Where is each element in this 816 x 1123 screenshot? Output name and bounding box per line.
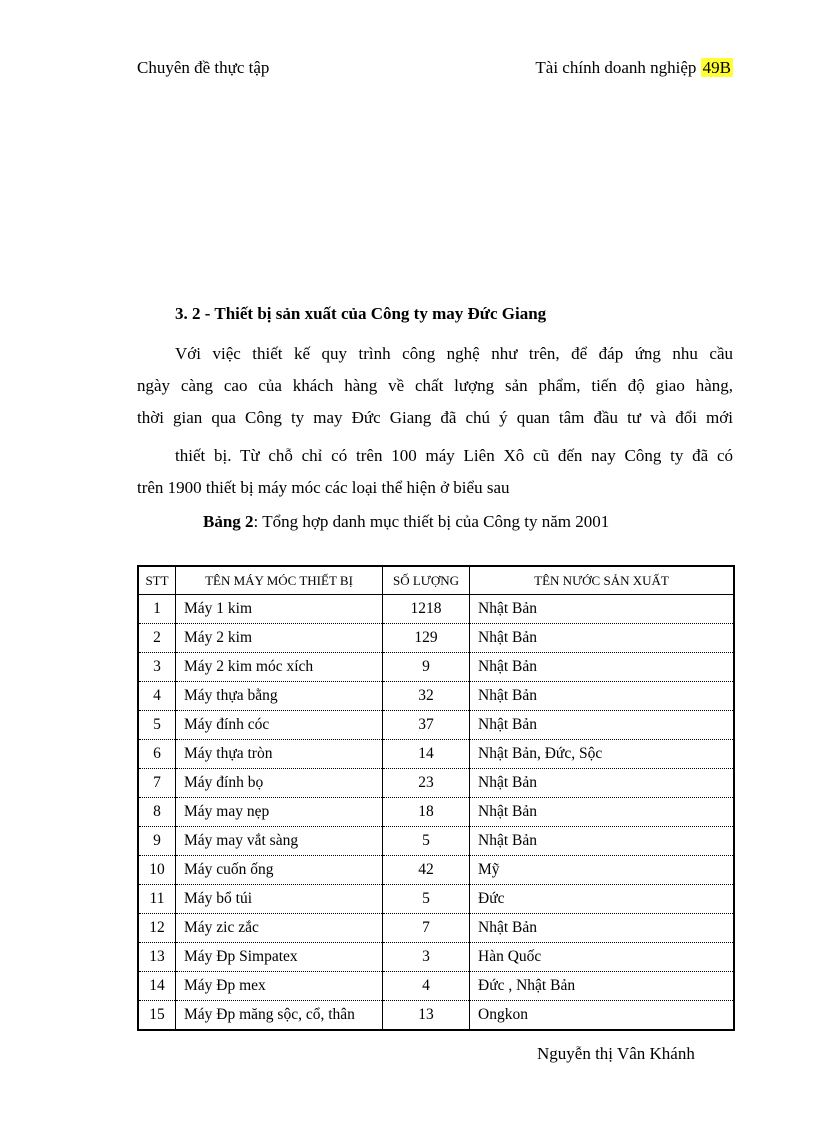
paragraph-1-line-3: thời gian qua Công ty may Đức Giang đã chú ý quan tâm đầu tư và đổi mới xyxy=(137,408,733,427)
row-stt: 3 xyxy=(138,653,176,682)
table-caption-label: Bảng 2 xyxy=(203,512,254,531)
row-stt: 11 xyxy=(138,885,176,914)
row-stt: 4 xyxy=(138,682,176,711)
table-caption-text: : Tổng hợp danh mục thiết bị của Công ty năm 2001 xyxy=(253,512,610,531)
table-row xyxy=(138,740,734,769)
row-quantity: 129 xyxy=(383,624,470,653)
paragraph-1 xyxy=(137,338,733,434)
paragraph-2-line-1: thiết bị. Từ chỗ chỉ có trên 100 máy Liên Xô cũ đến nay Công ty đã có xyxy=(175,446,733,465)
paragraph-2 xyxy=(137,440,733,504)
row-equipment-name: Máy thựa tròn xyxy=(176,740,383,769)
row-quantity: 4 xyxy=(383,972,470,1001)
row-quantity: 37 xyxy=(383,711,470,740)
table-row xyxy=(138,595,734,624)
row-quantity: 5 xyxy=(383,885,470,914)
row-equipment-name: Máy 2 kim móc xích xyxy=(176,653,383,682)
author-signature: Nguyễn thị Vân Khánh xyxy=(537,1044,695,1063)
row-equipment-name: Máy Đp măng sộc, cổ, thân xyxy=(176,1001,383,1031)
row-stt: 8 xyxy=(138,798,176,827)
row-country: Nhật Bản xyxy=(470,711,735,740)
row-country: Nhật Bản xyxy=(470,914,735,943)
row-stt: 14 xyxy=(138,972,176,1001)
table-header-row xyxy=(138,566,734,595)
row-country: Ongkon xyxy=(470,1001,735,1031)
row-equipment-name: Máy bổ túi xyxy=(176,885,383,914)
table-row xyxy=(138,711,734,740)
paragraph-1-line-2: ngày càng cao của khách hàng về chất lượng sản phẩm, tiến độ giao hàng, xyxy=(137,376,733,395)
table-row xyxy=(138,769,734,798)
row-country: Nhật Bản xyxy=(470,769,735,798)
table-caption xyxy=(203,512,609,532)
header-right-code: 49B xyxy=(702,58,731,77)
row-quantity: 5 xyxy=(383,827,470,856)
paragraph-2-line-2: trên 1900 thiết bị máy móc các loại thể hiện ở biểu sau xyxy=(137,478,510,497)
row-equipment-name: Máy đính cóc xyxy=(176,711,383,740)
row-quantity: 1218 xyxy=(383,595,470,624)
row-country: Nhật Bản xyxy=(470,827,735,856)
row-quantity: 14 xyxy=(383,740,470,769)
row-country: Nhật Bản, Đức, Sộc xyxy=(470,740,735,769)
table-row xyxy=(138,885,734,914)
header-right-text: Tài chính doanh nghiệp xyxy=(535,58,697,77)
row-stt: 7 xyxy=(138,769,176,798)
row-equipment-name: Máy zic zắc xyxy=(176,914,383,943)
header-country: TÊN NƯỚC SẢN XUẤT xyxy=(470,566,735,595)
table-row xyxy=(138,682,734,711)
table-body xyxy=(138,595,734,1031)
header-stt: STT xyxy=(138,566,176,595)
row-country: Nhật Bản xyxy=(470,682,735,711)
row-stt: 15 xyxy=(138,1001,176,1031)
header-left-title: Chuyên đề thực tập xyxy=(137,58,270,77)
table-row xyxy=(138,972,734,1001)
row-quantity: 32 xyxy=(383,682,470,711)
row-quantity: 42 xyxy=(383,856,470,885)
row-equipment-name: Máy 1 kim xyxy=(176,595,383,624)
row-country: Nhật Bản xyxy=(470,798,735,827)
table-row xyxy=(138,1001,734,1031)
table-row xyxy=(138,827,734,856)
row-quantity: 9 xyxy=(383,653,470,682)
row-stt: 2 xyxy=(138,624,176,653)
row-equipment-name: Máy may nẹp xyxy=(176,798,383,827)
row-quantity: 23 xyxy=(383,769,470,798)
row-stt: 9 xyxy=(138,827,176,856)
row-equipment-name: Máy may vắt sàng xyxy=(176,827,383,856)
section-heading: 3. 2 - Thiết bị sản xuất của Công ty may Đức Giang xyxy=(175,304,547,323)
row-country: Đức xyxy=(470,885,735,914)
row-equipment-name: Máy thựa bằng xyxy=(176,682,383,711)
table-row xyxy=(138,653,734,682)
row-equipment-name: Máy cuốn ống xyxy=(176,856,383,885)
header-equipment-name: TÊN MÁY MÓC THIẾT BỊ xyxy=(176,566,383,595)
table-row xyxy=(138,624,734,653)
table-row xyxy=(138,914,734,943)
row-country: Đức , Nhật Bản xyxy=(470,972,735,1001)
table-row xyxy=(138,856,734,885)
row-stt: 1 xyxy=(138,595,176,624)
row-stt: 6 xyxy=(138,740,176,769)
row-country: Mỹ xyxy=(470,856,735,885)
row-quantity: 7 xyxy=(383,914,470,943)
row-quantity: 3 xyxy=(383,943,470,972)
row-stt: 10 xyxy=(138,856,176,885)
row-equipment-name: Máy Đp mex xyxy=(176,972,383,1001)
paragraph-1-line-1: Với việc thiết kế quy trình công nghệ như trên, để đáp ứng nhu cầu xyxy=(175,344,733,363)
row-country: Nhật Bản xyxy=(470,653,735,682)
row-country: Hàn Quốc xyxy=(470,943,735,972)
table-row xyxy=(138,798,734,827)
row-equipment-name: Máy Đp Simpatex xyxy=(176,943,383,972)
row-equipment-name: Máy đính bọ xyxy=(176,769,383,798)
row-stt: 12 xyxy=(138,914,176,943)
row-quantity: 13 xyxy=(383,1001,470,1031)
row-stt: 13 xyxy=(138,943,176,972)
row-quantity: 18 xyxy=(383,798,470,827)
table-row xyxy=(138,943,734,972)
equipment-table xyxy=(137,565,735,1031)
row-equipment-name: Máy 2 kim xyxy=(176,624,383,653)
row-country: Nhật Bản xyxy=(470,595,735,624)
row-stt: 5 xyxy=(138,711,176,740)
header-right-title xyxy=(535,58,733,78)
row-country: Nhật Bản xyxy=(470,624,735,653)
header-quantity: SỐ LƯỢNG xyxy=(383,566,470,595)
